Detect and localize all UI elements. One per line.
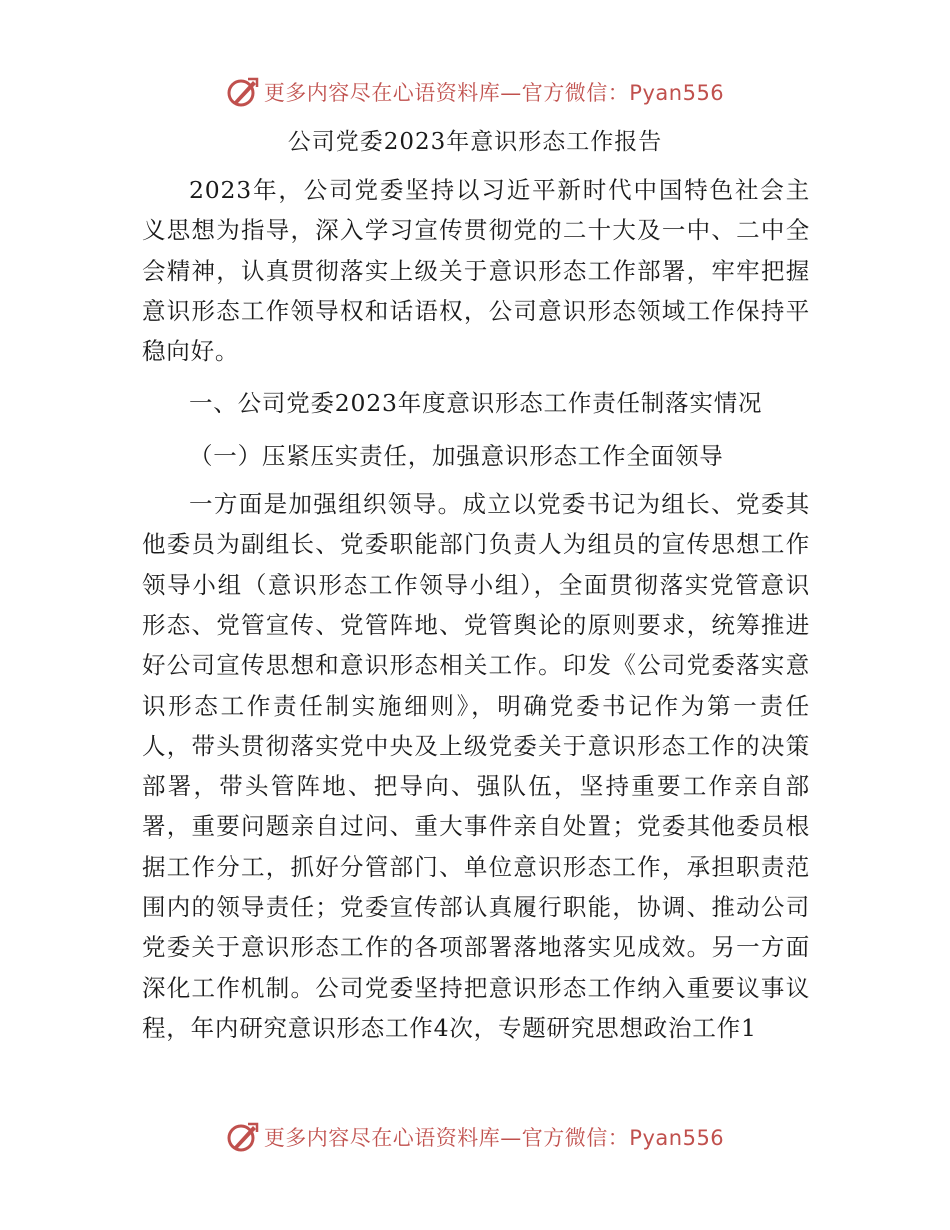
quill-logo-icon bbox=[226, 75, 260, 109]
quill-logo-icon bbox=[226, 1120, 260, 1154]
footer-watermark bbox=[0, 1117, 950, 1157]
watermark-text: 更多内容尽在心语资料库—官方微信：Pyan556 bbox=[263, 1126, 725, 1150]
section-heading: 一、公司党委2023年度意识形态工作责任制落实情况 bbox=[189, 389, 763, 418]
watermark-text: 更多内容尽在心语资料库—官方微信：Pyan556 bbox=[263, 81, 725, 105]
document-body bbox=[142, 170, 810, 1048]
body-paragraph: 一方面是加强组织领导。成立以党委书记为组长、党委其他委员为副组长、党委职能部门负责人为组员的宣传思想工作领导小组（意识形态工作领导小组），全面贯彻落实党管意识形态、党管宣传、党管阵地、党管舆论的原则要求，统筹推进好公司宣传思想和意识形态相关工作。印发《公司党委落实意识形态工作责任制实施细则》，明确党委书记作为第一责任人，带头贯彻落实党中央及上级党委关于意识形态工作的决策部署，带头管阵地、把导向、强队伍，坚持重要工作亲自部署，重要问题亲自过问、重大事件亲自处置；党委其他委员根据工作分工，抓好分管部门、单位意识形态工作，承担职责范围内的领导责任；党委宣传部认真履行职能，协调、推动公司党委关于意识形态工作的各项部署落地落实见成效。另一方面深化工作机制。公司党委坚持把意识形态工作纳入重要议事议程，年内研究意识形态工作4次，专题研究思想政治工作1 bbox=[142, 490, 810, 1042]
subsection-heading: （一）压紧压实责任，加强意识形态工作全面领导 bbox=[189, 441, 724, 470]
document-title: 公司党委2023年意识形态工作报告 bbox=[287, 129, 663, 155]
header-watermark bbox=[0, 72, 950, 112]
body-paragraph: 2023年，公司党委坚持以习近平新时代中国特色社会主义思想为指导，深入学习宣传贯彻党的二十大及一中、二中全会精神，认真贯彻落实上级关于意识形态工作部署，牢牢把握意识形态工作领导权和话语权，公司意识形态领域工作保持平稳向好。 bbox=[142, 176, 810, 366]
